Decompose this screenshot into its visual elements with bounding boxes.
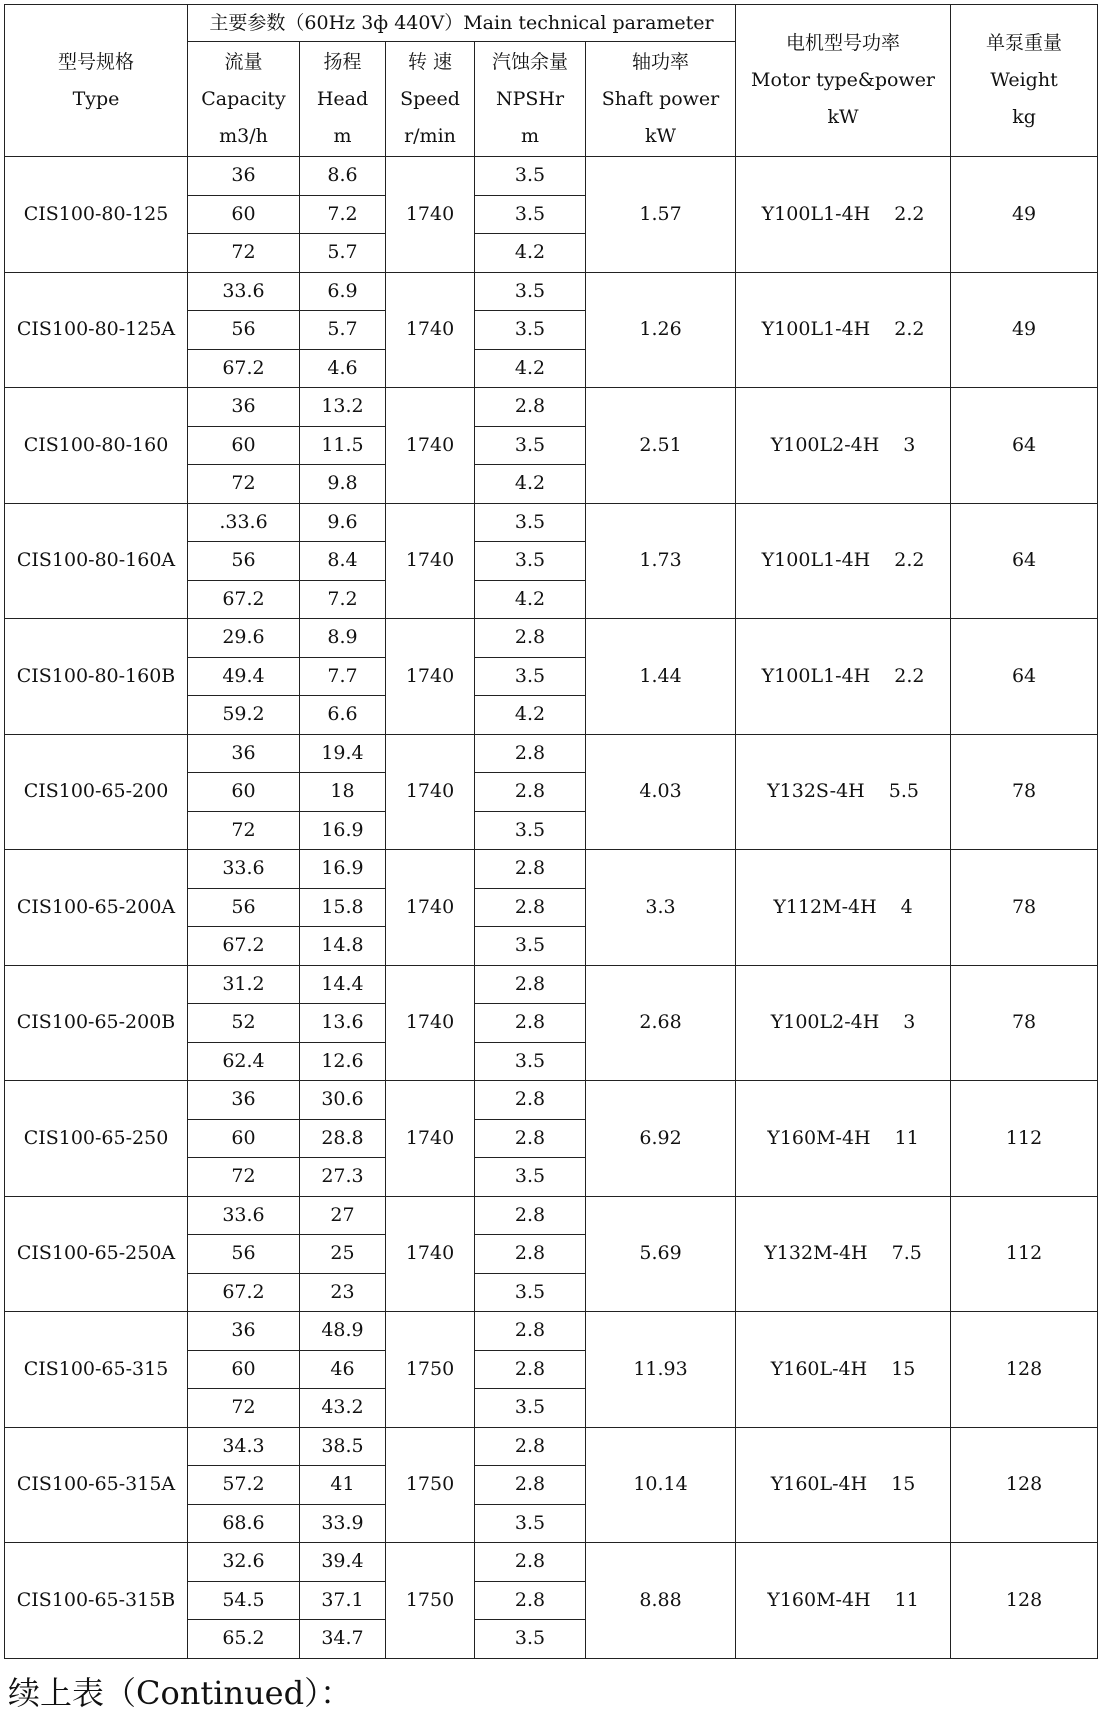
head-cell: 5.7 <box>300 234 386 273</box>
capacity-cell: .33.6 <box>188 503 300 542</box>
model-cell: CIS100-65-315 <box>5 1312 188 1428</box>
capacity-cell: 67.2 <box>188 1273 300 1312</box>
model-cell: CIS100-80-160 <box>5 388 188 504</box>
speed-cell: 1740 <box>386 850 475 966</box>
table-row <box>5 388 1098 427</box>
weight-cell: 64 <box>951 503 1098 619</box>
model-cell: CIS100-65-200A <box>5 850 188 966</box>
table-body <box>5 157 1098 1659</box>
capacity-cell: 60 <box>188 773 300 812</box>
npshr-cell: 2.8 <box>475 965 586 1004</box>
model-cell: CIS100-80-125A <box>5 272 188 388</box>
head-cell: 5.7 <box>300 311 386 350</box>
npshr-cell: 3.5 <box>475 503 586 542</box>
head-cell: 48.9 <box>300 1312 386 1351</box>
shaft-power-cell: 5.69 <box>586 1196 736 1312</box>
motor-cell <box>736 1543 951 1659</box>
head-cell: 6.6 <box>300 696 386 735</box>
capacity-cell: 72 <box>188 811 300 850</box>
capacity-cell: 67.2 <box>188 580 300 619</box>
speed-cell: 1750 <box>386 1543 475 1659</box>
shaft-power-cell: 11.93 <box>586 1312 736 1428</box>
npshr-cell: 3.5 <box>475 1389 586 1428</box>
table-row <box>5 1196 1098 1235</box>
head-cell: 46 <box>300 1350 386 1389</box>
capacity-cell: 67.2 <box>188 349 300 388</box>
capacity-cell: 72 <box>188 465 300 504</box>
capacity-cell: 60 <box>188 426 300 465</box>
header-type: 型号规格 Type <box>5 5 188 157</box>
head-cell: 14.4 <box>300 965 386 1004</box>
capacity-cell: 60 <box>188 1350 300 1389</box>
speed-cell: 1740 <box>386 965 475 1081</box>
capacity-cell: 33.6 <box>188 850 300 889</box>
weight-cell: 78 <box>951 965 1098 1081</box>
model-cell: CIS100-65-200 <box>5 734 188 850</box>
shaft-power-cell: 1.73 <box>586 503 736 619</box>
motor-power: 3 <box>903 1011 916 1034</box>
motor-type: Y100L1-4H <box>761 318 871 341</box>
npshr-cell: 2.8 <box>475 1196 586 1235</box>
speed-cell: 1740 <box>386 619 475 735</box>
motor-power: 15 <box>891 1357 916 1380</box>
shaft-power-cell: 2.51 <box>586 388 736 504</box>
npshr-cell: 2.8 <box>475 1235 586 1274</box>
speed-cell: 1750 <box>386 1427 475 1543</box>
shaft-power-cell: 1.57 <box>586 157 736 273</box>
capacity-cell: 36 <box>188 388 300 427</box>
capacity-cell: 33.6 <box>188 272 300 311</box>
head-cell: 43.2 <box>300 1389 386 1428</box>
header-npshr: 汽蚀余量 NPSHr m <box>475 42 586 157</box>
capacity-cell: 31.2 <box>188 965 300 1004</box>
npshr-cell: 2.8 <box>475 773 586 812</box>
capacity-cell: 29.6 <box>188 619 300 658</box>
head-cell: 7.7 <box>300 657 386 696</box>
head-cell: 38.5 <box>300 1427 386 1466</box>
npshr-cell: 2.8 <box>475 1466 586 1505</box>
speed-cell: 1740 <box>386 272 475 388</box>
capacity-cell: 72 <box>188 234 300 273</box>
capacity-cell: 36 <box>188 1081 300 1120</box>
motor-cell <box>736 157 951 273</box>
shaft-power-cell: 6.92 <box>586 1081 736 1197</box>
head-cell: 9.8 <box>300 465 386 504</box>
weight-cell: 128 <box>951 1543 1098 1659</box>
npshr-cell: 2.8 <box>475 1543 586 1582</box>
motor-cell <box>736 1312 951 1428</box>
npshr-cell: 2.8 <box>475 1081 586 1120</box>
model-cell: CIS100-80-160B <box>5 619 188 735</box>
npshr-cell: 2.8 <box>475 1581 586 1620</box>
table-row <box>5 850 1098 889</box>
shaft-power-cell: 1.26 <box>586 272 736 388</box>
capacity-cell: 72 <box>188 1158 300 1197</box>
motor-type: Y132S-4H <box>767 780 865 803</box>
weight-cell: 64 <box>951 388 1098 504</box>
head-cell: 7.2 <box>300 195 386 234</box>
npshr-cell: 3.5 <box>475 1158 586 1197</box>
weight-cell: 112 <box>951 1196 1098 1312</box>
capacity-cell: 59.2 <box>188 696 300 735</box>
shaft-power-cell: 1.44 <box>586 619 736 735</box>
motor-power: 7.5 <box>891 1242 922 1265</box>
motor-type: Y100L1-4H <box>761 664 871 687</box>
npshr-cell: 2.8 <box>475 734 586 773</box>
capacity-cell: 60 <box>188 1119 300 1158</box>
head-cell: 13.2 <box>300 388 386 427</box>
motor-power: 15 <box>891 1473 916 1496</box>
capacity-cell: 68.6 <box>188 1504 300 1543</box>
npshr-cell: 4.2 <box>475 234 586 273</box>
model-cell: CIS100-65-250A <box>5 1196 188 1312</box>
table-row <box>5 503 1098 542</box>
header-capacity: 流量 Capacity m3/h <box>188 42 300 157</box>
npshr-cell: 2.8 <box>475 1350 586 1389</box>
model-cell: CIS100-65-250 <box>5 1081 188 1197</box>
motor-power: 11 <box>894 1126 919 1149</box>
motor-type: Y160L-4H <box>770 1357 868 1380</box>
model-cell: CIS100-80-160A <box>5 503 188 619</box>
header-weight: 单泵重量 Weight kg <box>951 5 1098 157</box>
motor-cell <box>736 734 951 850</box>
npshr-cell: 2.8 <box>475 1427 586 1466</box>
npshr-cell: 3.5 <box>475 927 586 966</box>
head-cell: 18 <box>300 773 386 812</box>
motor-type: Y100L1-4H <box>761 549 871 572</box>
motor-type: Y160M-4H <box>767 1126 871 1149</box>
capacity-cell: 36 <box>188 734 300 773</box>
capacity-cell: 33.6 <box>188 1196 300 1235</box>
speed-cell: 1740 <box>386 1081 475 1197</box>
capacity-cell: 32.6 <box>188 1543 300 1582</box>
npshr-cell: 2.8 <box>475 619 586 658</box>
weight-cell: 78 <box>951 850 1098 966</box>
capacity-cell: 72 <box>188 1389 300 1428</box>
npshr-cell: 3.5 <box>475 157 586 196</box>
head-cell: 15.8 <box>300 888 386 927</box>
motor-type: Y160L-4H <box>770 1473 868 1496</box>
table-row <box>5 272 1098 311</box>
speed-cell: 1750 <box>386 1312 475 1428</box>
npshr-cell: 3.5 <box>475 311 586 350</box>
npshr-cell: 4.2 <box>475 465 586 504</box>
table-row <box>5 734 1098 773</box>
motor-type: Y100L1-4H <box>761 202 871 225</box>
capacity-cell: 56 <box>188 1235 300 1274</box>
motor-cell <box>736 1427 951 1543</box>
npshr-cell: 4.2 <box>475 349 586 388</box>
head-cell: 8.6 <box>300 157 386 196</box>
head-cell: 13.6 <box>300 1004 386 1043</box>
header-speed: 转 速 Speed r/min <box>386 42 475 157</box>
npshr-cell: 3.5 <box>475 1620 586 1659</box>
model-cell: CIS100-65-200B <box>5 965 188 1081</box>
header-head: 扬程 Head m <box>300 42 386 157</box>
capacity-cell: 56 <box>188 888 300 927</box>
npshr-cell: 3.5 <box>475 1504 586 1543</box>
weight-cell: 128 <box>951 1427 1098 1543</box>
table-row <box>5 157 1098 196</box>
head-cell: 16.9 <box>300 811 386 850</box>
motor-cell <box>736 965 951 1081</box>
motor-cell <box>736 1196 951 1312</box>
npshr-cell: 2.8 <box>475 1119 586 1158</box>
motor-cell <box>736 850 951 966</box>
capacity-cell: 57.2 <box>188 1466 300 1505</box>
motor-type: Y132M-4H <box>764 1242 868 1265</box>
head-cell: 7.2 <box>300 580 386 619</box>
weight-cell: 49 <box>951 272 1098 388</box>
table-row <box>5 965 1098 1004</box>
model-cell: CIS100-65-315B <box>5 1543 188 1659</box>
continued-label: 续上表（Continued）： <box>8 1674 353 1712</box>
motor-power: 2.2 <box>894 318 925 341</box>
capacity-cell: 56 <box>188 542 300 581</box>
motor-cell <box>736 619 951 735</box>
speed-cell: 1740 <box>386 157 475 273</box>
capacity-cell: 67.2 <box>188 927 300 966</box>
weight-cell: 78 <box>951 734 1098 850</box>
capacity-cell: 36 <box>188 157 300 196</box>
pump-parameter-table <box>4 4 1098 1659</box>
header-motor: 电机型号功率 Motor type&power kW <box>736 5 951 157</box>
npshr-cell: 2.8 <box>475 1312 586 1351</box>
capacity-cell: 65.2 <box>188 1620 300 1659</box>
npshr-cell: 3.5 <box>475 657 586 696</box>
head-cell: 23 <box>300 1273 386 1312</box>
motor-type: Y100L2-4H <box>770 433 880 456</box>
model-cell: CIS100-65-315A <box>5 1427 188 1543</box>
npshr-cell: 3.5 <box>475 542 586 581</box>
head-cell: 28.8 <box>300 1119 386 1158</box>
capacity-cell: 54.5 <box>188 1581 300 1620</box>
motor-cell <box>736 1081 951 1197</box>
head-cell: 19.4 <box>300 734 386 773</box>
motor-cell <box>736 388 951 504</box>
table-row <box>5 1427 1098 1466</box>
head-cell: 39.4 <box>300 1543 386 1582</box>
head-cell: 33.9 <box>300 1504 386 1543</box>
npshr-cell: 2.8 <box>475 888 586 927</box>
weight-cell: 112 <box>951 1081 1098 1197</box>
capacity-cell: 34.3 <box>188 1427 300 1466</box>
motor-power: 2.2 <box>894 664 925 687</box>
npshr-cell: 4.2 <box>475 696 586 735</box>
table-row <box>5 1543 1098 1582</box>
capacity-cell: 60 <box>188 195 300 234</box>
head-cell: 27.3 <box>300 1158 386 1197</box>
motor-power: 3 <box>903 433 916 456</box>
header-group-title: 主要参数（60Hz 3ф 440V）Main technical parameter <box>188 5 736 42</box>
motor-power: 2.2 <box>894 549 925 572</box>
table-row <box>5 1081 1098 1120</box>
shaft-power-cell: 8.88 <box>586 1543 736 1659</box>
motor-cell <box>736 272 951 388</box>
head-cell: 14.8 <box>300 927 386 966</box>
shaft-power-cell: 2.68 <box>586 965 736 1081</box>
head-cell: 8.4 <box>300 542 386 581</box>
npshr-cell: 4.2 <box>475 580 586 619</box>
npshr-cell: 3.5 <box>475 811 586 850</box>
motor-power: 2.2 <box>894 202 925 225</box>
shaft-power-cell: 10.14 <box>586 1427 736 1543</box>
head-cell: 16.9 <box>300 850 386 889</box>
npshr-cell: 3.5 <box>475 272 586 311</box>
motor-type: Y112M-4H <box>773 895 877 918</box>
weight-cell: 64 <box>951 619 1098 735</box>
head-cell: 30.6 <box>300 1081 386 1120</box>
head-cell: 12.6 <box>300 1042 386 1081</box>
shaft-power-cell: 3.3 <box>586 850 736 966</box>
motor-power: 5.5 <box>888 780 919 803</box>
head-cell: 27 <box>300 1196 386 1235</box>
head-cell: 25 <box>300 1235 386 1274</box>
speed-cell: 1740 <box>386 503 475 619</box>
head-cell: 9.6 <box>300 503 386 542</box>
header-shaft-power: 轴功率 Shaft power kW <box>586 42 736 157</box>
weight-cell: 128 <box>951 1312 1098 1428</box>
npshr-cell: 2.8 <box>475 388 586 427</box>
motor-power: 4 <box>900 895 913 918</box>
speed-cell: 1740 <box>386 734 475 850</box>
npshr-cell: 3.5 <box>475 426 586 465</box>
npshr-cell: 3.5 <box>475 1273 586 1312</box>
table-row <box>5 619 1098 658</box>
head-cell: 34.7 <box>300 1620 386 1659</box>
motor-power: 11 <box>894 1588 919 1611</box>
capacity-cell: 52 <box>188 1004 300 1043</box>
npshr-cell: 3.5 <box>475 1042 586 1081</box>
head-cell: 6.9 <box>300 272 386 311</box>
npshr-cell: 2.8 <box>475 1004 586 1043</box>
weight-cell: 49 <box>951 157 1098 273</box>
capacity-cell: 62.4 <box>188 1042 300 1081</box>
motor-type: Y100L2-4H <box>770 1011 880 1034</box>
shaft-power-cell: 4.03 <box>586 734 736 850</box>
npshr-cell: 2.8 <box>475 850 586 889</box>
speed-cell: 1740 <box>386 1196 475 1312</box>
model-cell: CIS100-80-125 <box>5 157 188 273</box>
head-cell: 8.9 <box>300 619 386 658</box>
head-cell: 4.6 <box>300 349 386 388</box>
motor-cell <box>736 503 951 619</box>
head-cell: 37.1 <box>300 1581 386 1620</box>
motor-type: Y160M-4H <box>767 1588 871 1611</box>
head-cell: 11.5 <box>300 426 386 465</box>
head-cell: 41 <box>300 1466 386 1505</box>
capacity-cell: 56 <box>188 311 300 350</box>
speed-cell: 1740 <box>386 388 475 504</box>
capacity-cell: 49.4 <box>188 657 300 696</box>
capacity-cell: 36 <box>188 1312 300 1351</box>
table-row <box>5 1312 1098 1351</box>
npshr-cell: 3.5 <box>475 195 586 234</box>
